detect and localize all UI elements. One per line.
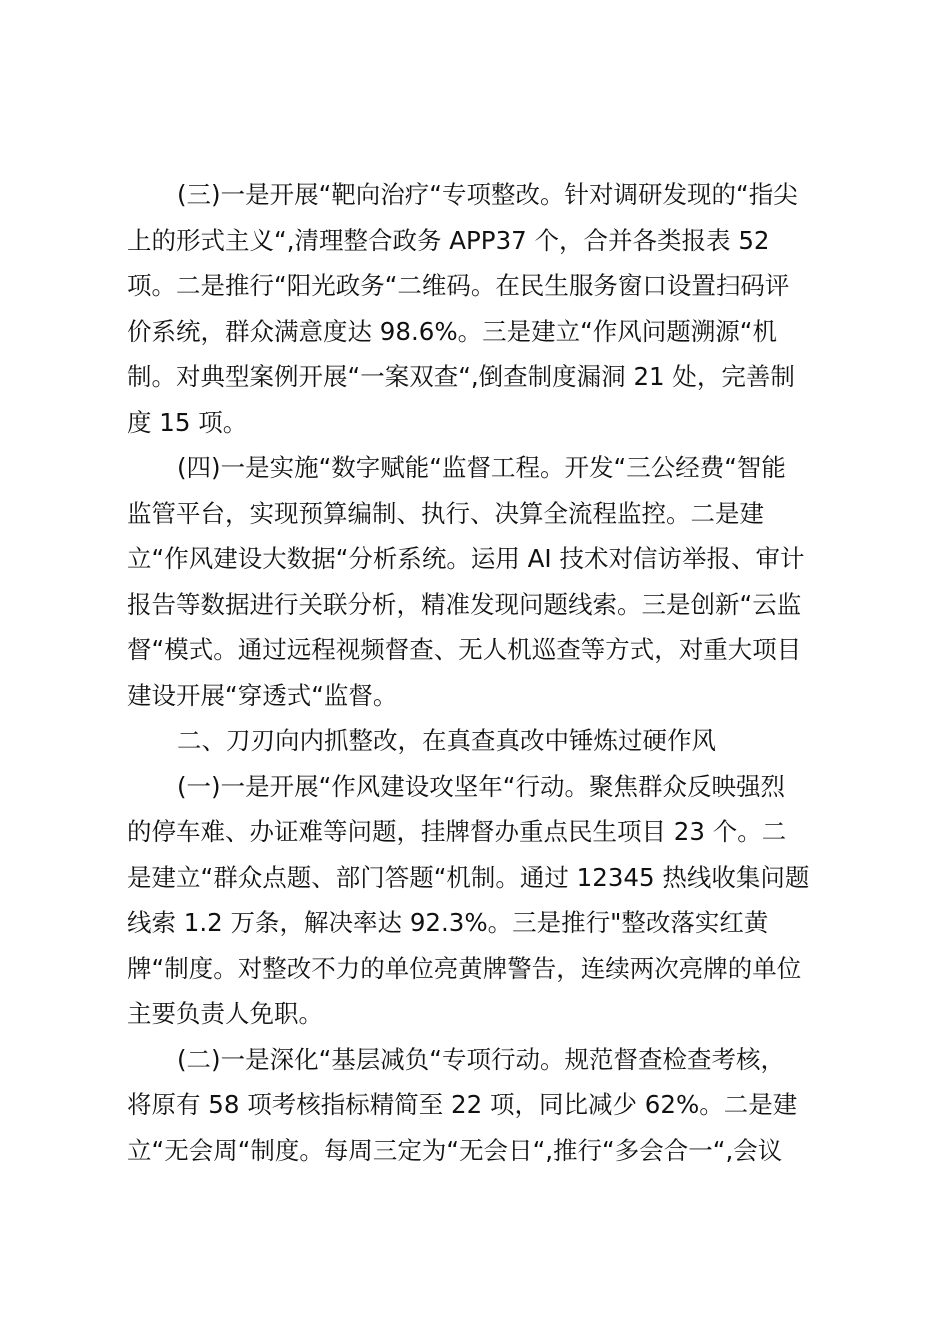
text-line: 将原有 58 项考核指标精简至 22 项，同比减少 62%。二是建 bbox=[127, 1090, 798, 1119]
text-line: 督“模式。通过远程视频督查、无人机巡查等方式，对重大项目 bbox=[127, 635, 802, 664]
text-line: 项。二是推行“阳光政务“二维码。在民生服务窗口设置扫码评 bbox=[127, 271, 790, 300]
text-line: 监管平台，实现预算编制、执行、决算全流程监控。二是建 bbox=[127, 498, 764, 528]
text-line: 建设开展“穿透式“监督。 bbox=[127, 680, 398, 710]
text-line: 价系统，群众满意度达 98.6%。三是建立“作风问题溯源“机 bbox=[127, 316, 778, 346]
section-heading bbox=[127, 718, 833, 764]
text-line: 立“作风建设大数据“分析系统。运用 AI 技术对信访举报、审计 bbox=[127, 544, 805, 573]
text-line: 度 15 项。 bbox=[127, 407, 248, 437]
paragraph-4 bbox=[127, 445, 833, 718]
text-line: 是建立“群众点题、部门答题“机制。通过 12345 热线收集问题 bbox=[127, 862, 810, 892]
text-line: 线索 1.2 万条，解决率达 92.3%。三是推行"整改落实红黄 bbox=[127, 908, 769, 937]
text-line: 牌“制度。对整改不力的单位亮黄牌警告，连续两次亮牌的单位 bbox=[127, 953, 802, 983]
text-line: 的停车难、办证难等问题，挂牌督办重点民生项目 23 个。二 bbox=[127, 817, 787, 846]
text-line: 主要负责人免职。 bbox=[127, 999, 323, 1028]
text-line: (三)一是开展“靶向治疗“专项整改。针对调研发现的“指尖 bbox=[177, 180, 798, 209]
paragraph-2-1 bbox=[127, 764, 833, 1037]
paragraph-2-2 bbox=[127, 1037, 833, 1174]
text-line: (四)一是实施“数字赋能“监督工程。开发“三公经费“智能 bbox=[177, 453, 786, 482]
text-line: 立“无会周“制度。每周三定为“无会日“,推行“多会合一“,会议 bbox=[127, 1135, 783, 1165]
text-line: 上的形式主义“,清理整合政务 APP37 个，合并各类报表 52 bbox=[127, 225, 770, 255]
document-body bbox=[127, 172, 833, 1173]
paragraph-3 bbox=[127, 172, 833, 445]
text-line: (二)一是深化“基层减负“专项行动。规范督查检查考核， bbox=[177, 1044, 785, 1074]
text-line: 制。对典型案例开展“一案双查“,倒查制度漏洞 21 处，完善制 bbox=[127, 362, 795, 391]
text-line: 报告等数据进行关联分析，精准发现问题线索。三是创新“云监 bbox=[127, 589, 802, 619]
heading-line: 二、刀刃向内抓整改，在真查真改中锤炼过硬作风 bbox=[177, 726, 716, 755]
text-line: (一)一是开展“作风建设攻坚年“行动。聚焦群众反映强烈 bbox=[177, 771, 785, 801]
